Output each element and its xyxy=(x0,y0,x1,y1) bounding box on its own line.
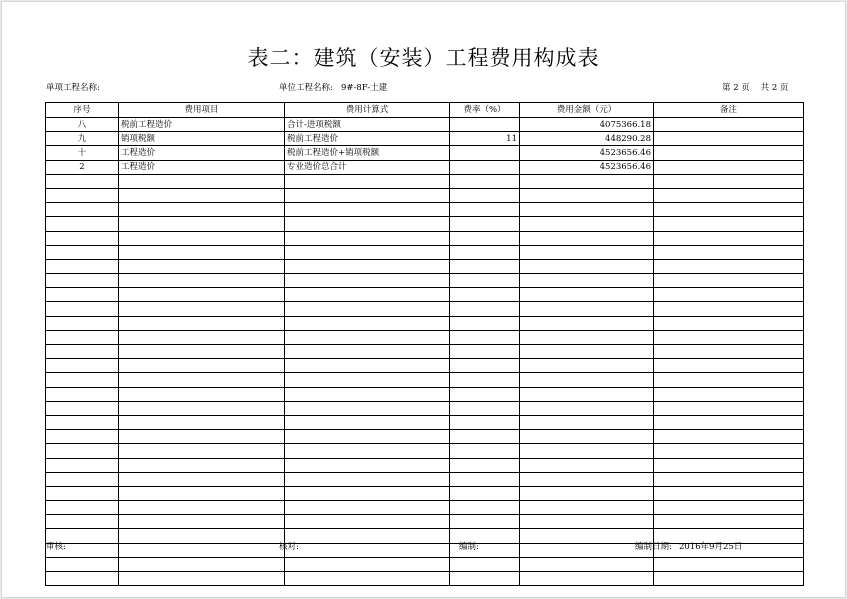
row-amount xyxy=(520,274,654,288)
row-amount xyxy=(520,245,654,259)
row-formula xyxy=(285,430,450,444)
row-remark xyxy=(654,132,804,146)
row-index xyxy=(46,217,119,231)
row-amount xyxy=(520,217,654,231)
row-index xyxy=(46,302,119,316)
row-rate xyxy=(450,245,520,259)
page-title: 表二：建筑（安装）工程费用构成表 xyxy=(247,46,600,70)
row-remark xyxy=(654,118,804,132)
row-rate: 11 xyxy=(450,132,520,146)
table-row-empty xyxy=(46,501,804,515)
row-amount xyxy=(520,203,654,217)
compile-label: 编制: xyxy=(459,542,479,552)
row-rate xyxy=(450,160,520,174)
row-cost-item xyxy=(119,359,285,373)
row-index xyxy=(46,458,119,472)
row-formula xyxy=(285,373,450,387)
row-amount xyxy=(520,472,654,486)
row-rate xyxy=(450,231,520,245)
row-cost-item xyxy=(119,345,285,359)
row-rate xyxy=(450,444,520,458)
table-header-row xyxy=(46,103,804,118)
row-rate xyxy=(450,572,520,586)
row-remark xyxy=(654,458,804,472)
row-rate xyxy=(450,146,520,160)
row-formula xyxy=(285,543,450,557)
header-remark: 备注 xyxy=(654,103,804,118)
row-formula xyxy=(285,330,450,344)
row-rate xyxy=(450,387,520,401)
row-amount xyxy=(520,288,654,302)
row-index: 十 xyxy=(46,146,119,160)
row-index xyxy=(46,288,119,302)
row-cost-item xyxy=(119,188,285,202)
row-remark xyxy=(654,401,804,415)
row-index xyxy=(46,274,119,288)
row-cost-item xyxy=(119,174,285,188)
row-cost-item xyxy=(119,529,285,543)
row-remark xyxy=(654,472,804,486)
row-cost-item xyxy=(119,501,285,515)
compile-date-value: 2016年9月25日 xyxy=(679,542,743,552)
unit-name-label: 单位工程名称: xyxy=(279,83,333,93)
row-formula xyxy=(285,359,450,373)
project-name-label: 单项工程名称: xyxy=(46,83,100,93)
row-cost-item xyxy=(119,373,285,387)
row-cost-item: 销项税额 xyxy=(119,132,285,146)
row-remark xyxy=(654,217,804,231)
row-remark xyxy=(654,188,804,202)
row-formula xyxy=(285,472,450,486)
row-remark xyxy=(654,373,804,387)
row-formula xyxy=(285,458,450,472)
row-formula xyxy=(285,572,450,586)
row-index xyxy=(46,572,119,586)
row-remark xyxy=(654,486,804,500)
row-index xyxy=(46,245,119,259)
row-rate xyxy=(450,288,520,302)
row-cost-item xyxy=(119,231,285,245)
row-cost-item xyxy=(119,415,285,429)
row-cost-item xyxy=(119,401,285,415)
row-rate xyxy=(450,203,520,217)
table-row-empty xyxy=(46,274,804,288)
row-remark xyxy=(654,572,804,586)
row-formula xyxy=(285,316,450,330)
row-remark xyxy=(654,231,804,245)
cost-table xyxy=(45,102,804,586)
row-cost-item xyxy=(119,458,285,472)
row-formula xyxy=(285,302,450,316)
row-cost-item xyxy=(119,274,285,288)
unit-name-value: 9#-8F-土建 xyxy=(341,83,388,93)
row-cost-item xyxy=(119,288,285,302)
table-row-empty xyxy=(46,515,804,529)
table-row xyxy=(46,160,804,174)
row-formula xyxy=(285,501,450,515)
row-index: 九 xyxy=(46,132,119,146)
header-formula: 费用计算式 xyxy=(285,103,450,118)
row-formula xyxy=(285,401,450,415)
row-remark xyxy=(654,387,804,401)
table-row-empty xyxy=(46,345,804,359)
row-rate xyxy=(450,259,520,273)
row-rate xyxy=(450,486,520,500)
row-remark xyxy=(654,430,804,444)
row-rate xyxy=(450,415,520,429)
row-rate xyxy=(450,557,520,571)
row-index xyxy=(46,415,119,429)
check-label: 核对: xyxy=(279,542,299,552)
row-index xyxy=(46,444,119,458)
row-amount xyxy=(520,486,654,500)
table-row-empty xyxy=(46,359,804,373)
table-row-empty xyxy=(46,288,804,302)
row-rate xyxy=(450,515,520,529)
row-rate xyxy=(450,174,520,188)
row-rate xyxy=(450,401,520,415)
row-remark xyxy=(654,330,804,344)
row-cost-item: 工程造价 xyxy=(119,146,285,160)
row-amount: 4075366.18 xyxy=(520,118,654,132)
row-rate xyxy=(450,430,520,444)
row-remark xyxy=(654,444,804,458)
header-rate: 费率（%） xyxy=(450,103,520,118)
row-remark xyxy=(654,359,804,373)
row-index xyxy=(46,430,119,444)
row-amount xyxy=(520,188,654,202)
table-row-empty xyxy=(46,430,804,444)
row-cost-item xyxy=(119,217,285,231)
table-row xyxy=(46,132,804,146)
row-amount xyxy=(520,330,654,344)
row-index xyxy=(46,231,119,245)
row-formula xyxy=(285,415,450,429)
row-formula: 税前工程造价 xyxy=(285,132,450,146)
row-remark xyxy=(654,146,804,160)
table-row-empty xyxy=(46,174,804,188)
row-remark xyxy=(654,302,804,316)
row-formula: 专业造价总合计 xyxy=(285,160,450,174)
row-cost-item xyxy=(119,387,285,401)
row-rate xyxy=(450,188,520,202)
table-row-empty xyxy=(46,203,804,217)
row-index xyxy=(46,330,119,344)
row-formula xyxy=(285,515,450,529)
row-remark xyxy=(654,203,804,217)
row-index xyxy=(46,203,119,217)
row-rate xyxy=(450,345,520,359)
row-formula xyxy=(285,203,450,217)
row-index: 八 xyxy=(46,118,119,132)
row-cost-item xyxy=(119,543,285,557)
row-index xyxy=(46,373,119,387)
table-row-empty xyxy=(46,387,804,401)
row-index xyxy=(46,188,119,202)
table-row-empty xyxy=(46,458,804,472)
row-index xyxy=(46,557,119,571)
row-cost-item xyxy=(119,472,285,486)
row-cost-item xyxy=(119,486,285,500)
row-rate xyxy=(450,118,520,132)
row-index xyxy=(46,472,119,486)
row-remark xyxy=(654,501,804,515)
row-formula xyxy=(285,444,450,458)
row-formula xyxy=(285,288,450,302)
row-rate xyxy=(450,373,520,387)
row-formula: 合计-进项税额 xyxy=(285,118,450,132)
row-index xyxy=(46,501,119,515)
row-formula xyxy=(285,174,450,188)
row-remark xyxy=(654,259,804,273)
row-index xyxy=(46,174,119,188)
row-remark xyxy=(654,288,804,302)
table-row-empty xyxy=(46,486,804,500)
row-rate xyxy=(450,472,520,486)
table-row-empty xyxy=(46,245,804,259)
header-index: 序号 xyxy=(46,103,119,118)
row-index xyxy=(46,515,119,529)
row-cost-item xyxy=(119,330,285,344)
table-row-empty xyxy=(46,472,804,486)
page-info: 第 2 页 共 2 页 xyxy=(722,83,789,93)
row-cost-item xyxy=(119,245,285,259)
row-amount xyxy=(520,316,654,330)
row-remark xyxy=(654,160,804,174)
row-amount xyxy=(520,231,654,245)
table-row-empty xyxy=(46,415,804,429)
row-rate xyxy=(450,217,520,231)
row-index xyxy=(46,316,119,330)
row-amount xyxy=(520,430,654,444)
row-formula xyxy=(285,387,450,401)
row-amount xyxy=(520,529,654,543)
row-formula: 税前工程造价+销项税额 xyxy=(285,146,450,160)
row-index xyxy=(46,401,119,415)
table-row xyxy=(46,146,804,160)
row-rate xyxy=(450,501,520,515)
row-remark xyxy=(654,274,804,288)
row-remark xyxy=(654,245,804,259)
table-row-empty xyxy=(46,231,804,245)
row-index xyxy=(46,345,119,359)
row-cost-item xyxy=(119,430,285,444)
row-amount xyxy=(520,174,654,188)
table-row-empty xyxy=(46,330,804,344)
row-formula xyxy=(285,188,450,202)
row-amount xyxy=(520,543,654,557)
row-amount xyxy=(520,345,654,359)
row-remark xyxy=(654,557,804,571)
table-row-empty xyxy=(46,316,804,330)
table-row-empty xyxy=(46,373,804,387)
row-index: 2 xyxy=(46,160,119,174)
row-rate xyxy=(450,330,520,344)
row-index xyxy=(46,387,119,401)
row-cost-item: 工程造价 xyxy=(119,160,285,174)
row-rate xyxy=(450,274,520,288)
row-index xyxy=(46,359,119,373)
row-formula xyxy=(285,217,450,231)
table-row-empty xyxy=(46,302,804,316)
row-remark xyxy=(654,515,804,529)
audit-label: 审核: xyxy=(46,542,66,552)
table-row-empty xyxy=(46,217,804,231)
row-rate xyxy=(450,359,520,373)
row-remark xyxy=(654,415,804,429)
row-amount xyxy=(520,373,654,387)
header-cost-item: 费用项目 xyxy=(119,103,285,118)
row-amount xyxy=(520,359,654,373)
table-row-empty xyxy=(46,259,804,273)
header-amount: 费用金额（元） xyxy=(520,103,654,118)
row-amount xyxy=(520,387,654,401)
row-remark xyxy=(654,174,804,188)
table-row-empty xyxy=(46,401,804,415)
row-formula xyxy=(285,529,450,543)
row-amount xyxy=(520,401,654,415)
table-row-empty xyxy=(46,557,804,571)
row-cost-item xyxy=(119,203,285,217)
row-formula xyxy=(285,486,450,500)
row-amount: 448290.28 xyxy=(520,132,654,146)
row-amount xyxy=(520,501,654,515)
row-remark xyxy=(654,316,804,330)
row-amount: 4523656.46 xyxy=(520,146,654,160)
row-cost-item xyxy=(119,302,285,316)
row-cost-item xyxy=(119,316,285,330)
table-row-empty xyxy=(46,188,804,202)
compile-date-label: 编制日期: xyxy=(635,542,672,552)
row-formula xyxy=(285,231,450,245)
row-cost-item xyxy=(119,572,285,586)
row-amount xyxy=(520,302,654,316)
row-rate xyxy=(450,458,520,472)
row-formula xyxy=(285,259,450,273)
row-rate xyxy=(450,316,520,330)
row-cost-item xyxy=(119,557,285,571)
row-amount xyxy=(520,572,654,586)
table-row-empty xyxy=(46,444,804,458)
table-row-empty xyxy=(46,572,804,586)
row-cost-item xyxy=(119,259,285,273)
row-amount xyxy=(520,515,654,529)
row-amount: 4523656.46 xyxy=(520,160,654,174)
row-cost-item xyxy=(119,444,285,458)
row-amount xyxy=(520,259,654,273)
row-remark xyxy=(654,345,804,359)
row-amount xyxy=(520,415,654,429)
row-index xyxy=(46,259,119,273)
row-formula xyxy=(285,274,450,288)
table-row xyxy=(46,118,804,132)
row-formula xyxy=(285,557,450,571)
row-cost-item: 税前工程造价 xyxy=(119,118,285,132)
document-page xyxy=(1,1,846,598)
row-rate xyxy=(450,302,520,316)
row-amount xyxy=(520,458,654,472)
row-cost-item xyxy=(119,515,285,529)
row-formula xyxy=(285,245,450,259)
row-formula xyxy=(285,345,450,359)
row-amount xyxy=(520,557,654,571)
row-amount xyxy=(520,444,654,458)
row-index xyxy=(46,486,119,500)
